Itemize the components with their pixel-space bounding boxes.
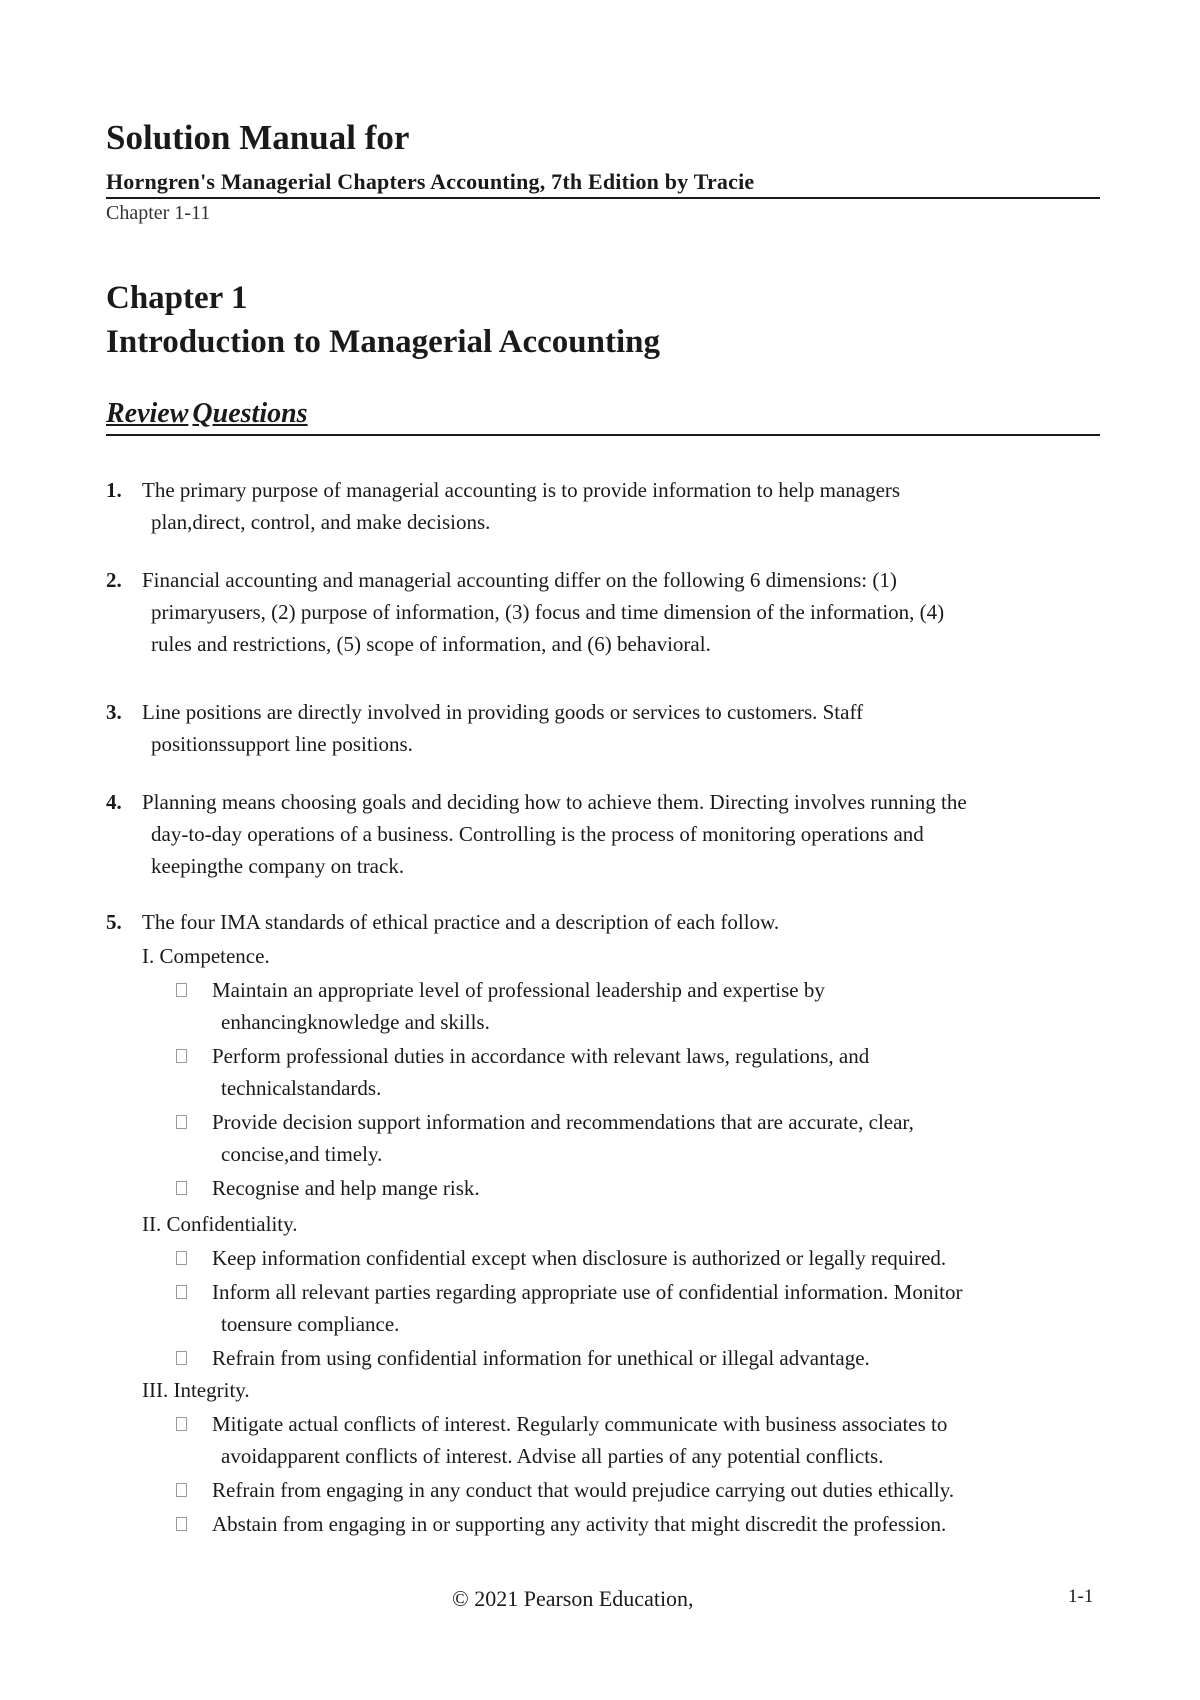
bullet-text: Inform all relevant parties regarding appropriate use of confidential information. Monitor — [212, 1280, 963, 1304]
question-3 — [106, 696, 1100, 760]
bullet-text: Mitigate actual conflicts of interest. Regularly communicate with business associates to — [212, 1412, 948, 1436]
bullet-item — [176, 974, 1096, 1038]
bullet-text: Recognise and help mange risk. — [212, 1176, 480, 1200]
bullet-text: Keep information confidential except when disclosure is authorized or legally required. — [212, 1246, 947, 1270]
bullet-text: concise,and timely. — [221, 1142, 383, 1166]
bullet-text: enhancingknowledge and skills. — [221, 1010, 490, 1034]
page-number: 1-1 — [1068, 1586, 1094, 1607]
question-number: 3. — [106, 700, 122, 724]
chapter-name: Introduction to Managerial Accounting — [106, 324, 660, 360]
bullet-box-icon — [176, 1517, 187, 1531]
question-5 — [106, 906, 1100, 938]
bullet-text: avoidapparent conflicts of interest. Advise all parties of any potential conflicts. — [221, 1444, 884, 1468]
question-text-line: Planning means choosing goals and deciding how to achieve them. Directing involves running the — [142, 790, 967, 814]
bullet-box-icon — [176, 1417, 187, 1431]
bullet-item — [176, 1508, 1096, 1540]
question-text-line: positionssupport line positions. — [151, 732, 413, 756]
bullet-item — [176, 1242, 1096, 1274]
bullet-item — [176, 1342, 1096, 1374]
chapter-number: Chapter 1 — [106, 280, 248, 316]
bullet-text: technicalstandards. — [221, 1076, 382, 1100]
question-number: 2. — [106, 568, 122, 592]
document-title: Solution Manual for — [106, 118, 410, 157]
question-text-line: Line positions are directly involved in providing goods or services to customers. Staff — [142, 700, 864, 724]
question-text-line: The four IMA standards of ethical practice and a description of each follow. — [142, 910, 780, 934]
bullet-box-icon — [176, 1049, 187, 1063]
bullet-item — [176, 1106, 1096, 1170]
bullet-box-icon — [176, 1285, 187, 1299]
question-4 — [106, 786, 1100, 882]
bullet-box-icon — [176, 1483, 187, 1497]
bullet-item — [176, 1408, 1096, 1472]
bullet-box-icon — [176, 983, 187, 997]
bullet-box-icon — [176, 1351, 187, 1365]
bullet-text: Refrain from engaging in any conduct that would prejudice carrying out duties ethically. — [212, 1478, 955, 1502]
questions-word: Questions — [192, 398, 308, 429]
bullet-item — [176, 1172, 1096, 1204]
question-text-line: day-to-day operations of a business. Controlling is the process of monitoring operations and — [151, 822, 924, 846]
question-text-line: plan,direct, control, and make decisions. — [151, 510, 491, 534]
standard-confidentiality: II. Confidentiality. — [142, 1212, 298, 1236]
bullet-box-icon — [176, 1251, 187, 1265]
question-1 — [106, 474, 1100, 538]
bullet-text: Abstain from engaging in or supporting any activity that might discredit the profession. — [212, 1512, 947, 1536]
standard-integrity: III. Integrity. — [142, 1378, 250, 1402]
question-2 — [106, 564, 1100, 660]
document-header — [106, 118, 1100, 227]
question-text-line: primaryusers, (2) purpose of information, (3) focus and time dimension of the information, (4) — [151, 600, 945, 624]
bullet-text: Refrain from using confidential information for unethical or illegal advantage. — [212, 1346, 870, 1370]
copyright-notice: © 2021 Pearson Education, — [452, 1586, 694, 1611]
bullet-item — [176, 1474, 1096, 1506]
question-text-line: keepingthe company on track. — [151, 854, 405, 878]
bullet-box-icon — [176, 1115, 187, 1129]
review-questions-heading — [106, 398, 1100, 436]
question-number: 4. — [106, 790, 122, 814]
chapter-range: Chapter 1-11 — [106, 202, 211, 224]
bullet-item — [176, 1040, 1096, 1104]
bullet-text: Maintain an appropriate level of professional leadership and expertise by — [212, 978, 825, 1002]
question-text-line: rules and restrictions, (5) scope of information, and (6) behavioral. — [151, 632, 711, 656]
bullet-text: Perform professional duties in accordance with relevant laws, regulations, and — [212, 1044, 870, 1068]
chapter-heading — [106, 276, 1100, 364]
bullet-box-icon — [176, 1181, 187, 1195]
review-word: Review — [106, 398, 189, 429]
question-text-line: The primary purpose of managerial accounting is to provide information to help managers — [142, 478, 901, 502]
bullet-text: Provide decision support information and recommendations that are accurate, clear, — [212, 1110, 914, 1134]
question-text-line: Financial accounting and managerial accounting differ on the following 6 dimensions: (1) — [142, 568, 897, 592]
bullet-item — [176, 1276, 1096, 1340]
standard-competence: I. Competence. — [142, 944, 270, 968]
book-subtitle: Horngren's Managerial Chapters Accounting, 7th Edition by Tracie — [106, 168, 1100, 199]
question-number: 5. — [106, 910, 122, 934]
question-number: 1. — [106, 478, 122, 502]
bullet-text: toensure compliance. — [221, 1312, 400, 1336]
